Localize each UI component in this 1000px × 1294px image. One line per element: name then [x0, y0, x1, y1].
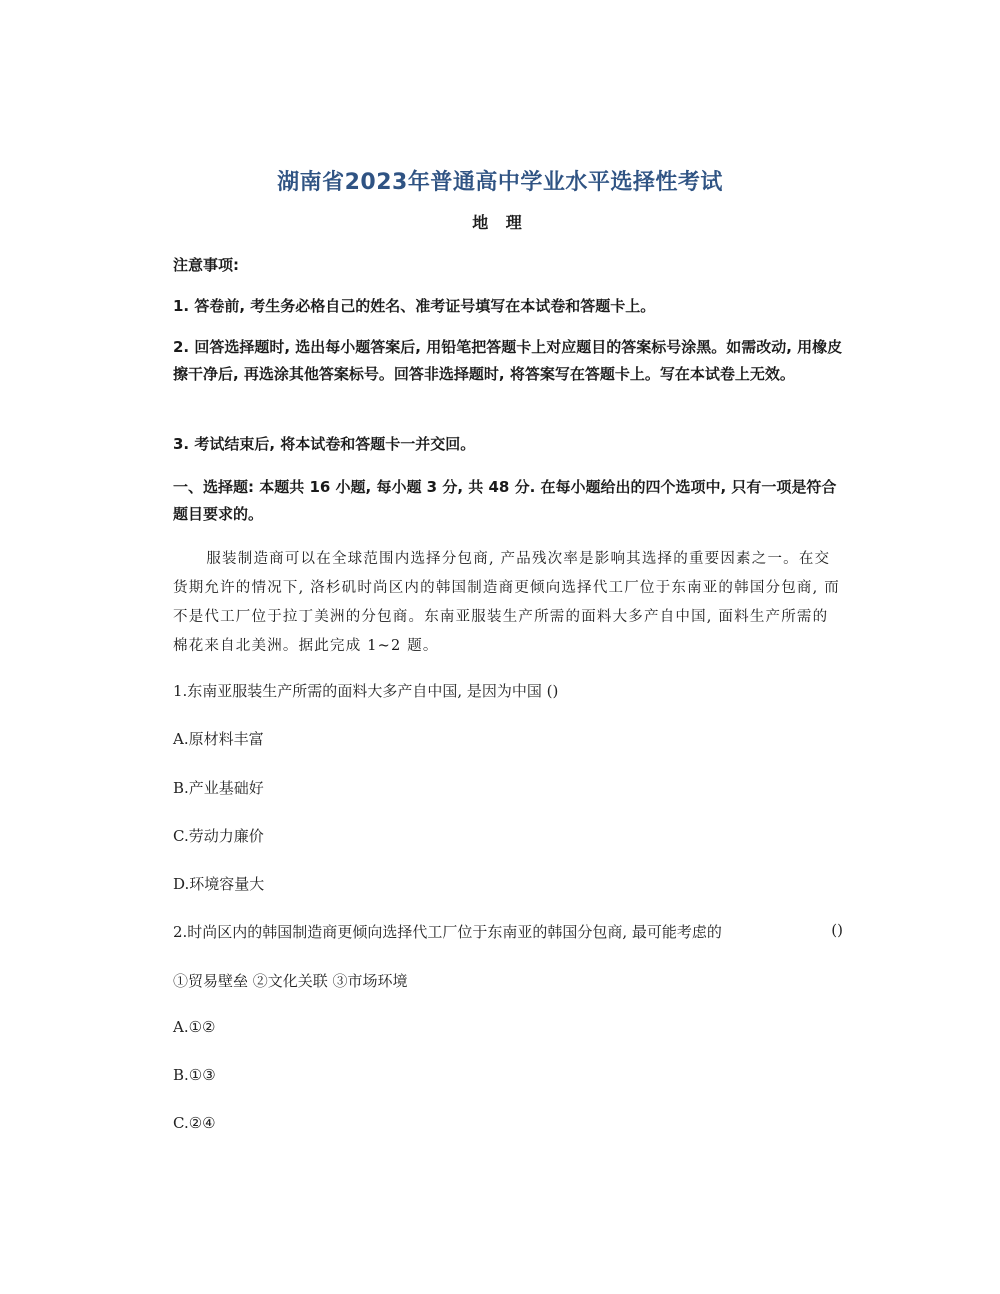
- question-1-stem: 1.东南亚服装生产所需的面料大多产自中国, 是因为中国 (): [173, 682, 559, 700]
- question-1-option-c: C.劳动力廉价: [173, 827, 264, 845]
- question-2-option-a: A.①②: [173, 1018, 216, 1036]
- question-2-option-b: B.①③: [173, 1066, 216, 1084]
- question-1-option-a: A.原材料丰富: [173, 730, 264, 748]
- question-2-bracket: (): [831, 921, 843, 939]
- question-1-option-d: D.环境容量大: [173, 875, 265, 893]
- notice-item: 2. 回答选择题时, 选出每小题答案后, 用铅笔把答题卡上对应题目的答案标号涂黑。如需改动, 用橡皮擦干净后, 再选涂其他答案标号。回答非选择题时, 将答案写在答题卡上。写在本试卷上无效。: [173, 338, 843, 383]
- notice-item: 1. 答卷前, 考生务必格自己的姓名、准考证号填写在本试卷和答题卡上。: [173, 297, 656, 315]
- question-2-factors: ①贸易壁垒 ②文化关联 ③市场环境: [173, 972, 408, 990]
- question-2-option-c: C.②④: [173, 1114, 216, 1132]
- notice-item: 3. 考试结束后, 将本试卷和答题卡一并交回。: [173, 435, 476, 453]
- question-2-stem: 2.时尚区内的韩国制造商更倾向选择代工厂位于东南亚的韩国分包商, 最可能考虑的: [173, 923, 722, 941]
- question-1-option-b: B.产业基础好: [173, 779, 264, 797]
- exam-title: 湖南省2023年普通高中学业水平选择性考试: [277, 170, 723, 195]
- reading-passage: 服装制造商可以在全球范围内选择分包商, 产品残次率是影响其选择的重要因素之一。在交货期允许的情况下, 洛杉矶时尚区内的韩国制造商更倾向选择代工厂位于东南亚的韩国分包商, 而不是代工厂位于拉丁美洲的分包商。东南亚服装生产所需的面料大多产自中国, 面料生产所需的棉花来自北美洲。据此完成 1~2 题。: [173, 551, 840, 654]
- notice-heading: 注意事项:: [173, 256, 239, 274]
- exam-subject: 地 理: [472, 213, 528, 232]
- section-instructions: 一、选择题: 本题共 16 小题, 每小题 3 分, 共 48 分. 在每小题给出的四个选项中, 只有一项是符合题目要求的。: [173, 478, 837, 523]
- question-2-stem-line: [173, 921, 843, 942]
